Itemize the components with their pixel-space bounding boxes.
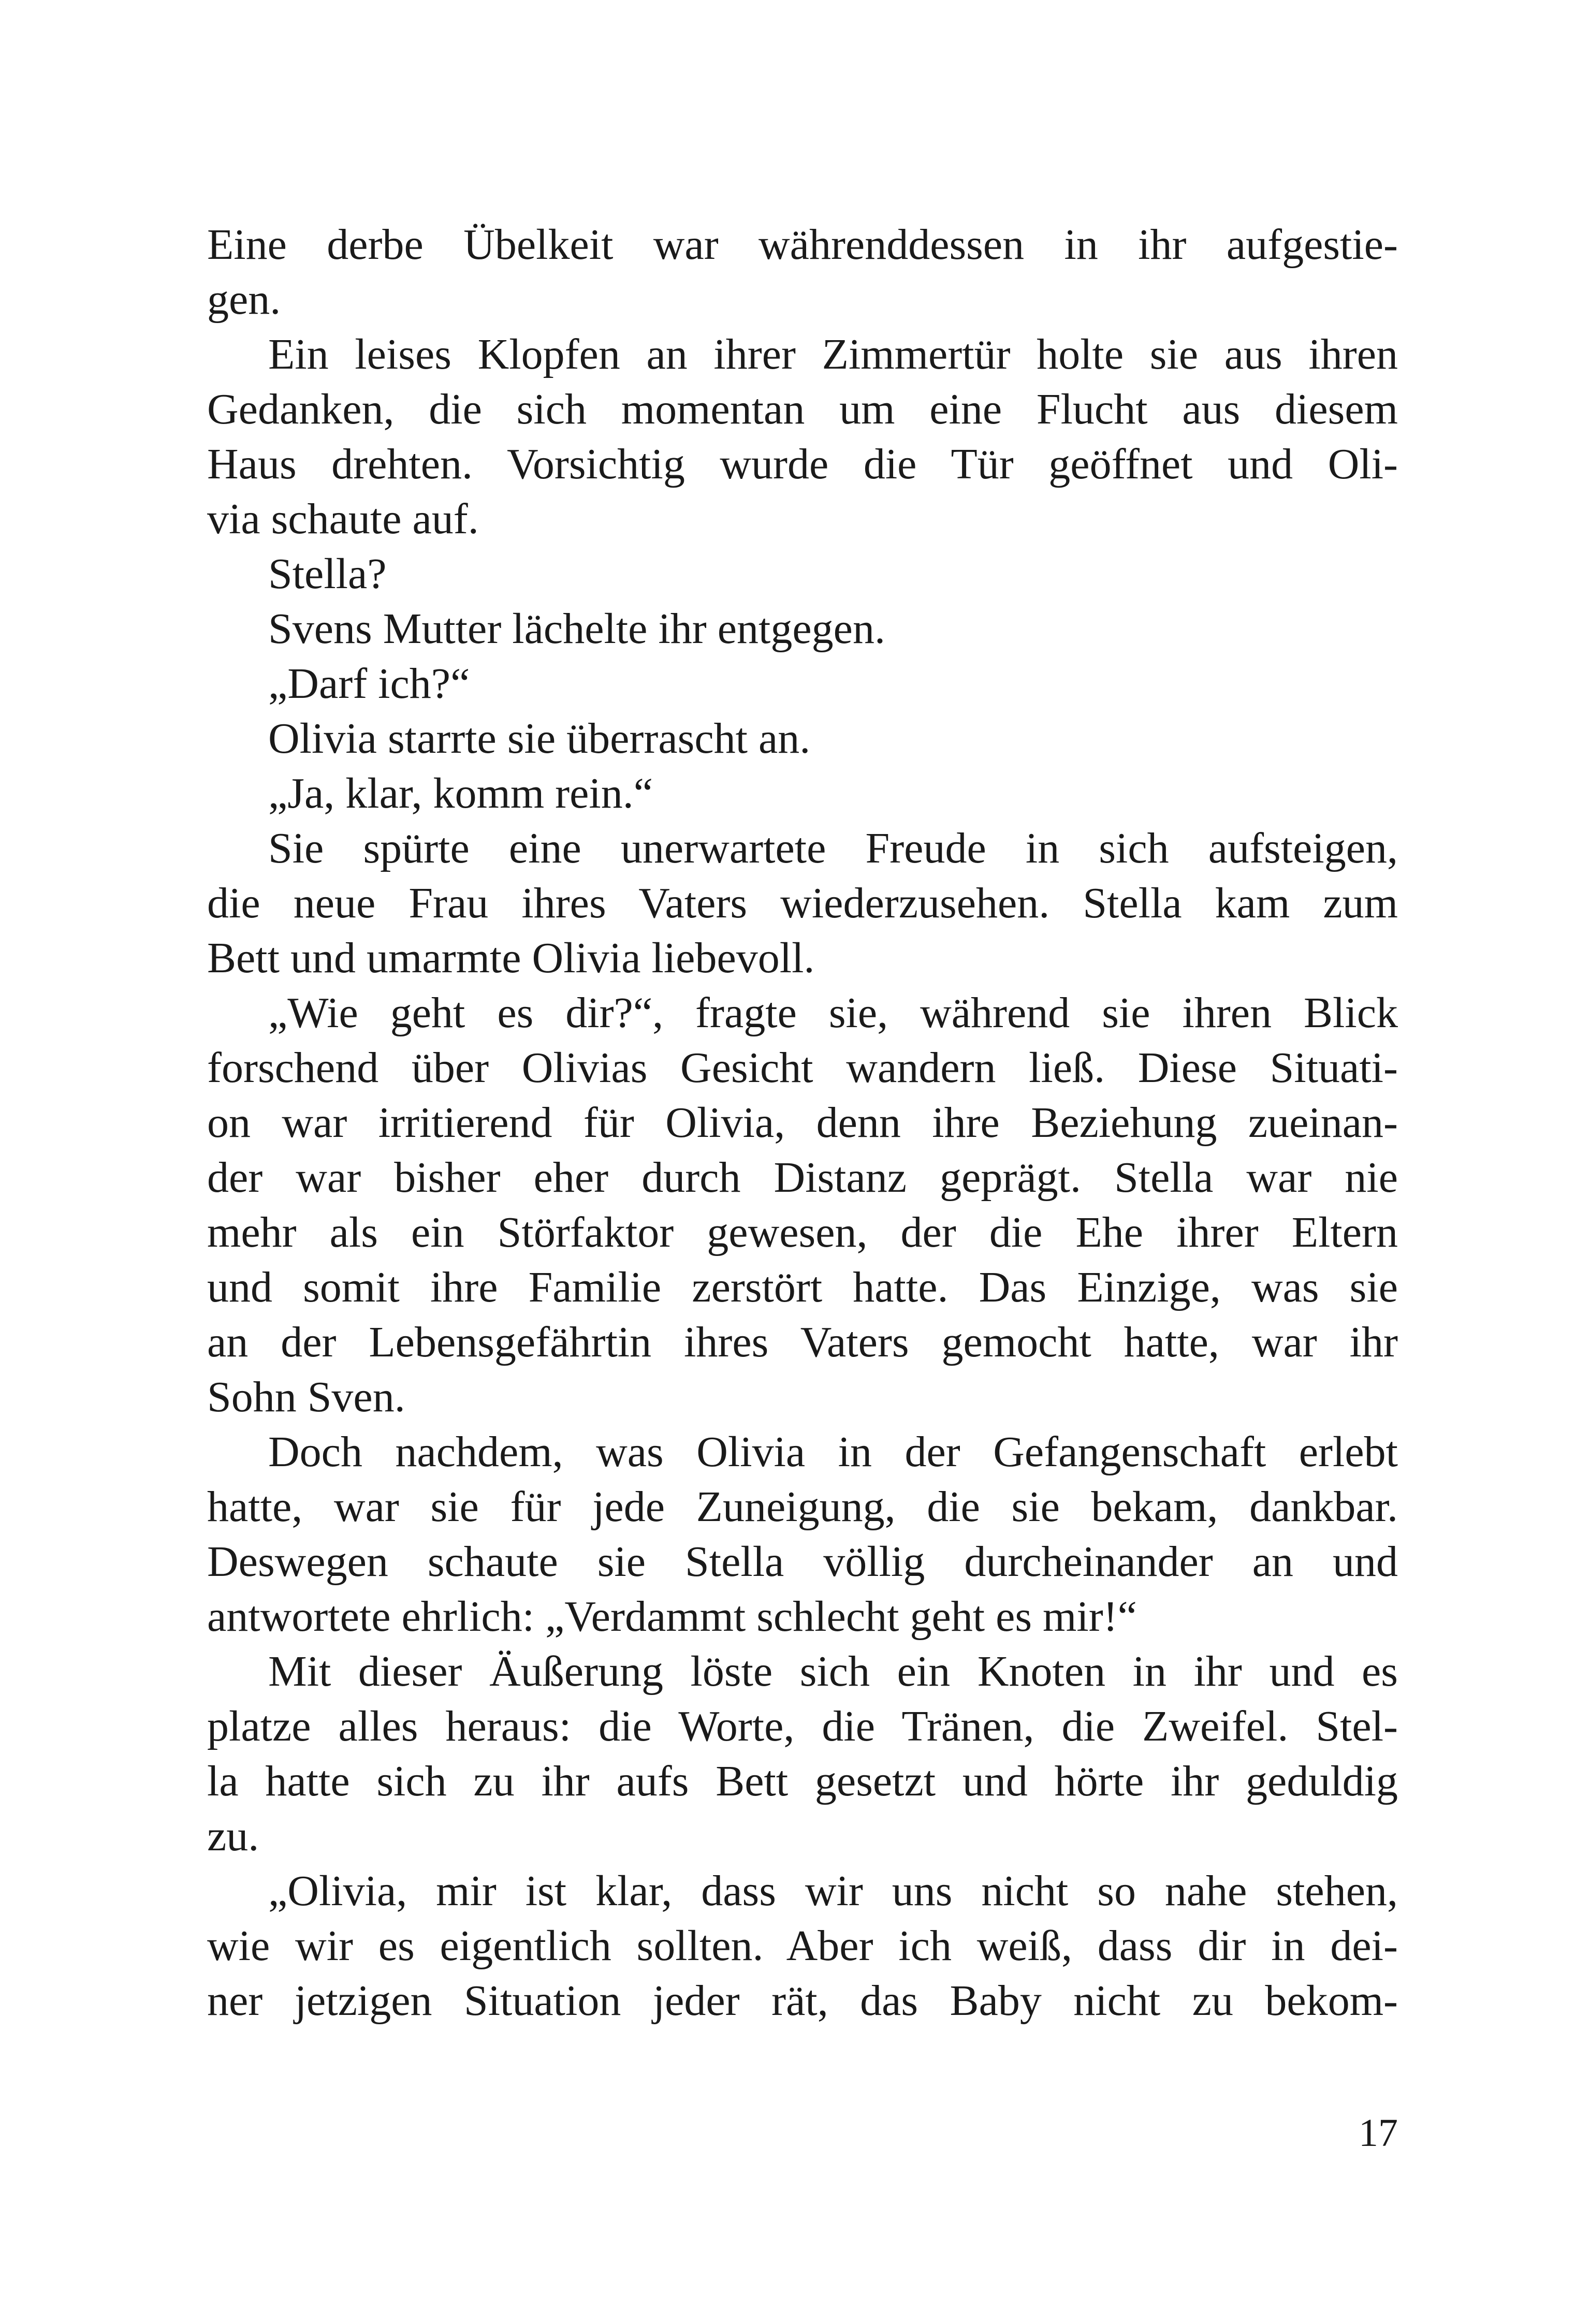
text-line: „Wie geht es dir?“, fragte sie, während sie ihren Blick (268, 989, 1398, 1037)
text-line: forschend über Olivias Gesicht wandern ließ. Diese Situati- (207, 1044, 1398, 1092)
text-line: gen. (207, 275, 281, 324)
text-line: „Ja, klar, komm rein.“ (268, 769, 653, 817)
text-line: wie wir es eigentlich sollten. Aber ich weiß, dass dir in dei- (207, 1922, 1398, 1970)
text-line: Stella? (268, 550, 387, 598)
text-line: Eine derbe Übelkeit war währenddessen in ihr aufgestie- (207, 221, 1398, 269)
text-line: zu. (207, 1812, 259, 1860)
text-line: hatte, war sie für jede Zuneigung, die sie bekam, dankbar. (207, 1483, 1398, 1531)
text-line: Gedanken, die sich momentan um eine Flucht aus diesem (207, 385, 1398, 433)
text-line: antwortete ehrlich: „Verdammt schlecht geht es mir!“ (207, 1592, 1137, 1641)
body-text (207, 217, 1398, 2028)
text-line: die neue Frau ihres Vaters wiederzusehen. Stella kam zum (207, 879, 1398, 927)
text-line: Bett und umarmte Olivia liebevoll. (207, 934, 815, 982)
text-line: Sie spürte eine unerwartete Freude in sich aufsteigen, (268, 824, 1398, 872)
text-line: mehr als ein Störfaktor gewesen, der die Ehe ihrer Eltern (207, 1208, 1398, 1256)
text-line: Sohn Sven. (207, 1373, 405, 1421)
text-line: Deswegen schaute sie Stella völlig durcheinander an und (207, 1538, 1398, 1586)
text-line: on war irritierend für Olivia, denn ihre Beziehung zueinan- (207, 1099, 1398, 1147)
text-line: Haus drehten. Vorsichtig wurde die Tür geöffnet und Oli- (207, 440, 1398, 488)
text-line: und somit ihre Familie zerstört hatte. Das Einzige, was sie (207, 1263, 1398, 1311)
page-number: 17 (1359, 2111, 1398, 2155)
text-line: Olivia starrte sie überrascht an. (268, 714, 811, 763)
text-line: „Darf ich?“ (268, 660, 470, 708)
text-line: platze alles heraus: die Worte, die Tränen, die Zweifel. Stel- (207, 1702, 1398, 1750)
text-line: Doch nachdem, was Olivia in der Gefangenschaft erlebt (268, 1428, 1398, 1476)
text-line: Ein leises Klopfen an ihrer Zimmertür holte sie aus ihren (268, 330, 1398, 378)
text-line: „Olivia, mir ist klar, dass wir uns nicht so nahe stehen, (268, 1867, 1398, 1915)
text-line: Svens Mutter lächelte ihr entgegen. (268, 605, 885, 653)
text-line: der war bisher eher durch Distanz geprägt. Stella war nie (207, 1153, 1398, 1202)
text-line: via schaute auf. (207, 495, 479, 543)
text-line: ner jetzigen Situation jeder rät, das Baby nicht zu bekom- (207, 1977, 1398, 2025)
text-line: Mit dieser Äußerung löste sich ein Knoten in ihr und es (268, 1647, 1398, 1696)
text-line: an der Lebensgefährtin ihres Vaters gemocht hatte, war ihr (207, 1318, 1398, 1366)
text-line: la hatte sich zu ihr aufs Bett gesetzt und hörte ihr geduldig (207, 1757, 1398, 1805)
